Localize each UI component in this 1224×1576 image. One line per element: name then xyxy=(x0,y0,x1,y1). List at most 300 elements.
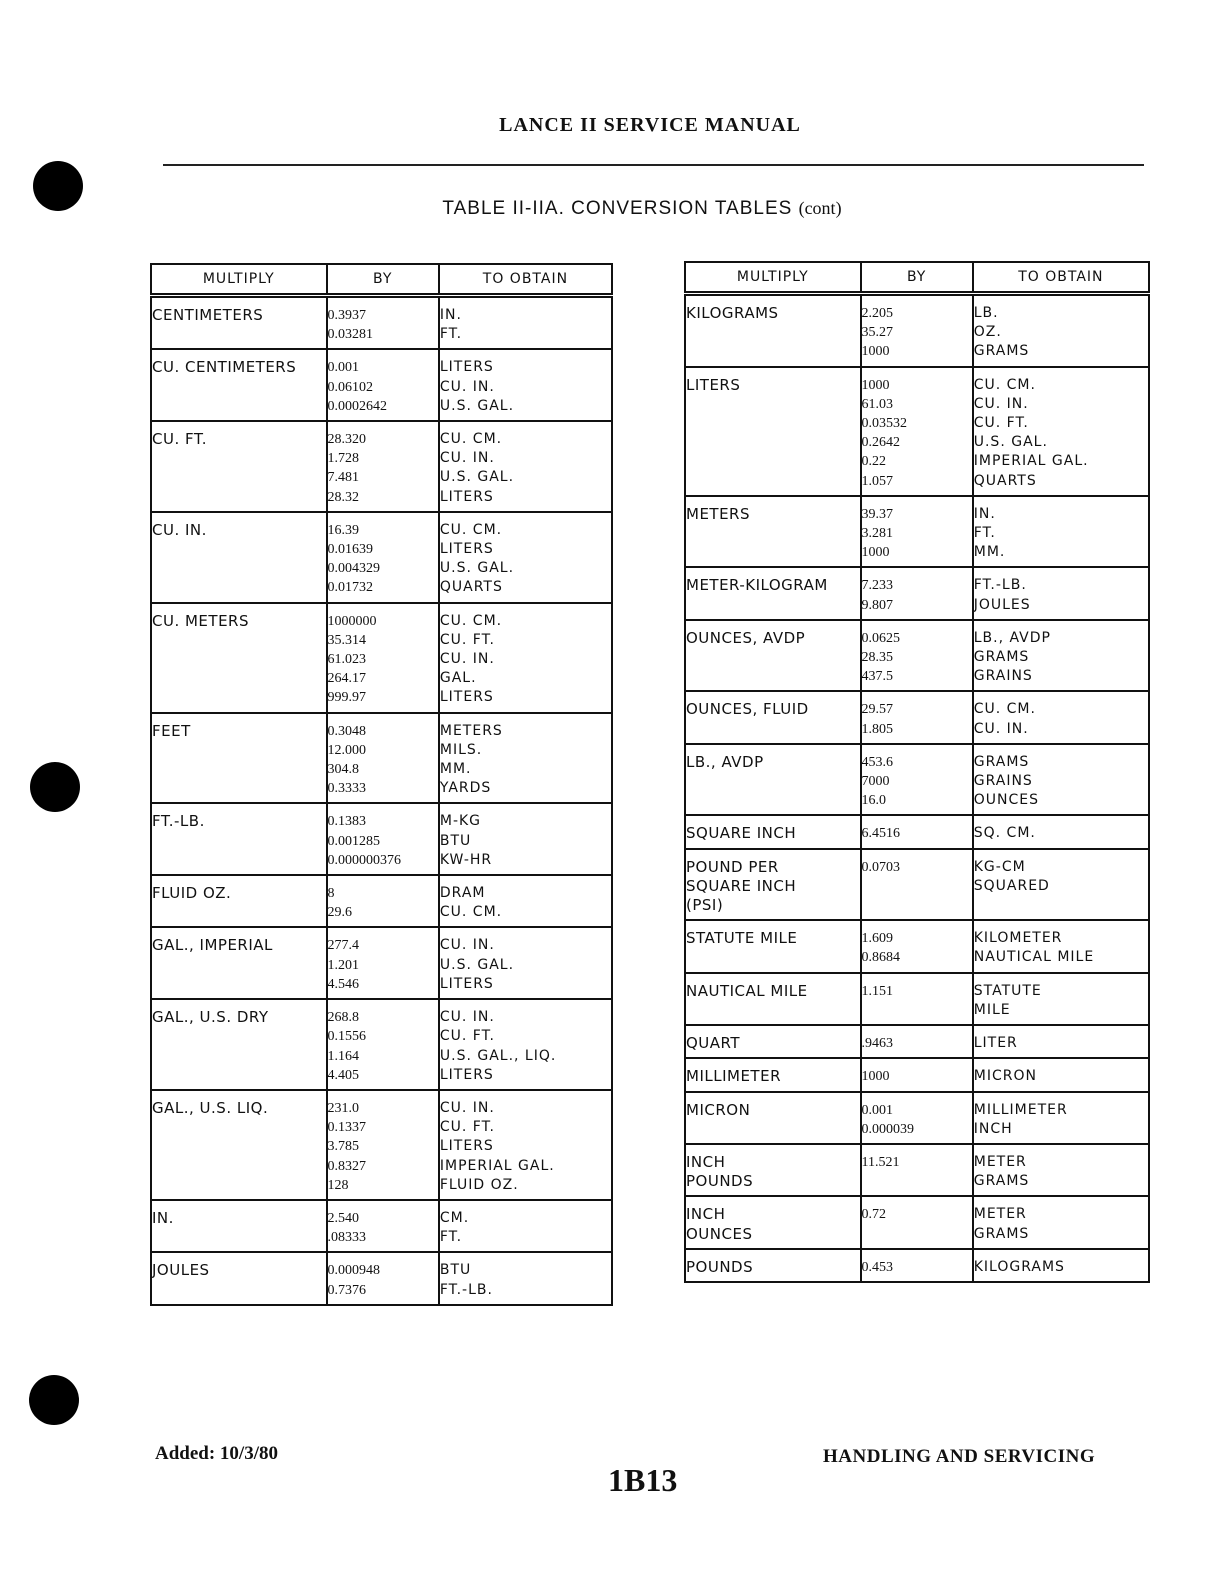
factor-text: 6.4516 xyxy=(861,826,901,842)
factor-cell xyxy=(861,849,973,921)
factor-text: 7.481 xyxy=(327,470,359,486)
factor-text: 0.01732 xyxy=(327,580,373,596)
obtain-text: LB. xyxy=(973,305,999,321)
multiply-cell xyxy=(151,603,327,713)
factor-text: 16.0 xyxy=(861,793,887,809)
obtain-text: DRAM xyxy=(439,885,486,902)
multiply-text: MICRON xyxy=(686,1100,751,1119)
table-row xyxy=(151,512,612,603)
multiply-cell xyxy=(151,1090,327,1200)
multiply-cell xyxy=(151,1252,327,1304)
obtain-text: METER xyxy=(973,1206,1027,1223)
multiply-text: MILLIMETER xyxy=(686,1067,781,1086)
factor-cell xyxy=(327,512,439,603)
factor-text: 1.057 xyxy=(861,473,894,489)
conversion-table-left xyxy=(150,263,613,1306)
table-title xyxy=(0,198,1224,220)
factor-cell xyxy=(327,1200,439,1252)
obtain-cell xyxy=(439,927,612,999)
factor-text: 0.03532 xyxy=(861,416,908,432)
obtain-cell xyxy=(973,973,1149,1025)
obtain-text: GAL. xyxy=(439,670,477,687)
factor-cell xyxy=(861,744,973,816)
multiply-text: METERS xyxy=(686,504,751,523)
factor-text: 12.000 xyxy=(327,742,366,758)
factor-cell xyxy=(861,1249,973,1282)
obtain-text: CU. FT. xyxy=(439,1119,495,1136)
factor-cell xyxy=(327,1252,439,1304)
factor-cell xyxy=(327,927,439,999)
factor-cell xyxy=(861,1058,973,1091)
obtain-text: LITERS xyxy=(439,689,494,706)
factor-text: 2.540 xyxy=(327,1210,359,1226)
obtain-text: CU. CM. xyxy=(439,521,503,538)
factor-text: 277.4 xyxy=(327,938,359,954)
obtain-text: QUARTS xyxy=(439,579,503,596)
factor-text: 0.1337 xyxy=(327,1120,366,1136)
multiply-cell xyxy=(685,920,861,972)
multiply-cell xyxy=(685,1249,861,1282)
obtain-text: GRAMS xyxy=(973,753,1030,770)
obtain-cell xyxy=(973,294,1149,367)
table-row xyxy=(685,1025,1149,1058)
multiply-text: GAL., IMPERIAL xyxy=(152,936,273,955)
table-row xyxy=(685,1058,1149,1091)
obtain-text: SQ. CM. xyxy=(973,825,1036,842)
factor-cell xyxy=(861,1025,973,1058)
obtain-text: STATUTE xyxy=(973,982,1042,999)
obtain-text: MM. xyxy=(439,761,472,778)
factor-text: 0.06102 xyxy=(327,379,373,395)
factor-cell xyxy=(327,421,439,512)
factor-text: 39.37 xyxy=(861,506,894,522)
obtain-text: FT. xyxy=(439,326,463,343)
factor-cell xyxy=(861,973,973,1025)
factor-text: 1.609 xyxy=(861,931,894,947)
table-row xyxy=(151,1200,612,1252)
obtain-text: METER xyxy=(973,1153,1027,1170)
table-row xyxy=(151,1252,612,1304)
obtain-text: CU. IN. xyxy=(439,450,495,467)
obtain-text: CU. CM. xyxy=(439,904,503,921)
obtain-text: GRAMS xyxy=(973,1225,1030,1242)
table-row xyxy=(151,927,612,999)
factor-text: 1000000 xyxy=(327,613,377,629)
obtain-text: CM. xyxy=(439,1209,470,1226)
table-row xyxy=(685,815,1149,848)
factor-text: 304.8 xyxy=(327,762,359,778)
obtain-text: METERS xyxy=(439,722,503,739)
factor-cell xyxy=(327,875,439,927)
multiply-text: STATUTE MILE xyxy=(686,929,798,948)
obtain-text: GRAINS xyxy=(973,773,1033,790)
table-row xyxy=(151,713,612,804)
table-row xyxy=(685,294,1149,367)
obtain-cell xyxy=(973,744,1149,816)
multiply-text: CU. METERS xyxy=(152,611,249,630)
obtain-text: LB., AVDP xyxy=(973,629,1051,646)
obtain-cell xyxy=(973,567,1149,619)
factor-text: 11.521 xyxy=(861,1154,900,1170)
multiply-cell xyxy=(685,1058,861,1091)
obtain-text: LITERS xyxy=(439,1138,494,1155)
obtain-text: KW-HR xyxy=(439,851,493,868)
obtain-text: OUNCES xyxy=(973,792,1039,809)
column-header-by: BY xyxy=(861,262,973,294)
obtain-text: MM. xyxy=(973,544,1006,561)
factor-text: 0.3048 xyxy=(327,723,366,739)
multiply-text: METER-KILOGRAM xyxy=(686,576,828,595)
factor-cell xyxy=(861,1196,973,1248)
factor-text: 0.000948 xyxy=(327,1263,380,1279)
factor-text: 1000 xyxy=(861,1069,890,1085)
obtain-cell xyxy=(973,815,1149,848)
obtain-cell xyxy=(439,1252,612,1304)
factor-text: 0.3937 xyxy=(327,308,366,323)
factor-text: 1.728 xyxy=(327,451,359,467)
multiply-text: POUND PER xyxy=(686,857,779,876)
factor-cell xyxy=(861,920,973,972)
obtain-text: FLUID OZ. xyxy=(439,1176,519,1193)
multiply-text: INCH xyxy=(686,1205,726,1224)
multiply-text: INCH xyxy=(686,1152,726,1171)
obtain-cell xyxy=(973,1144,1149,1196)
factor-text: 16.39 xyxy=(327,522,359,538)
factor-text: 1000 xyxy=(861,377,890,393)
factor-text: 8 xyxy=(327,886,335,902)
obtain-cell xyxy=(973,1249,1149,1282)
multiply-cell xyxy=(685,294,861,367)
obtain-cell xyxy=(973,1058,1149,1091)
obtain-text: U.S. GAL. xyxy=(439,560,515,577)
column-header-obtain: TO OBTAIN xyxy=(439,264,612,296)
table-title-suffix: (cont) xyxy=(798,198,842,218)
factor-text: 0.7376 xyxy=(327,1282,366,1298)
obtain-cell xyxy=(439,999,612,1090)
obtain-text: FT. xyxy=(973,525,996,542)
obtain-text: U.S. GAL., LIQ. xyxy=(439,1047,557,1064)
obtain-text: MILE xyxy=(973,1001,1011,1018)
table-row xyxy=(685,1196,1149,1248)
factor-text: 0.000039 xyxy=(861,1121,915,1137)
table-row xyxy=(151,1090,612,1200)
obtain-text: FT.-LB. xyxy=(439,1281,493,1298)
factor-cell xyxy=(861,567,973,619)
obtain-text: IMPERIAL GAL. xyxy=(439,1157,555,1174)
obtain-text: LITERS xyxy=(439,975,494,992)
obtain-text: MILS. xyxy=(439,741,483,758)
factor-text: 1.805 xyxy=(861,721,894,737)
table-header-row xyxy=(685,262,1149,294)
obtain-cell xyxy=(973,620,1149,692)
table-row xyxy=(151,803,612,875)
obtain-text: IN. xyxy=(973,505,996,522)
obtain-text: CU. FT. xyxy=(439,1028,495,1045)
multiply-cell xyxy=(151,349,327,421)
factor-text: 0.8684 xyxy=(861,950,901,966)
footer-section: HANDLING AND SERVICING xyxy=(823,1446,1096,1467)
factor-cell xyxy=(861,691,973,743)
obtain-text: IN. xyxy=(439,307,462,323)
multiply-cell xyxy=(685,1025,861,1058)
multiply-text: OUNCES xyxy=(686,1224,753,1243)
factor-text: .08333 xyxy=(327,1230,366,1246)
factor-text: 28.35 xyxy=(861,650,894,666)
obtain-text: GRAINS xyxy=(973,668,1033,685)
multiply-cell xyxy=(151,421,327,512)
multiply-text: POUNDS xyxy=(686,1257,754,1276)
obtain-text: FT. xyxy=(439,1229,463,1246)
factor-cell xyxy=(861,1144,973,1196)
binder-hole-middle xyxy=(30,762,80,812)
obtain-text: KILOMETER xyxy=(973,930,1063,947)
factor-cell xyxy=(327,1090,439,1200)
multiply-text: CENTIMETERS xyxy=(152,306,264,324)
factor-text: 1.151 xyxy=(861,983,894,999)
factor-text: 1000 xyxy=(861,545,890,561)
obtain-text: CU. IN. xyxy=(439,1009,495,1026)
factor-cell xyxy=(327,999,439,1090)
obtain-text: CU. CM. xyxy=(973,701,1036,718)
obtain-cell xyxy=(973,691,1149,743)
obtain-cell xyxy=(439,875,612,927)
factor-text: .9463 xyxy=(861,1036,894,1052)
table-row xyxy=(685,920,1149,972)
multiply-text: FEET xyxy=(152,721,191,740)
obtain-text: SQUARED xyxy=(973,877,1050,894)
table-row xyxy=(685,849,1149,921)
obtain-cell xyxy=(973,1196,1149,1248)
multiply-cell xyxy=(685,567,861,619)
factor-text: 0.0703 xyxy=(861,859,901,875)
factor-text: 0.03281 xyxy=(327,327,373,343)
factor-cell xyxy=(327,603,439,713)
factor-cell xyxy=(861,620,973,692)
multiply-text: LB., AVDP xyxy=(686,752,764,771)
multiply-cell xyxy=(685,691,861,743)
factor-text: 231.0 xyxy=(327,1100,359,1116)
factor-cell xyxy=(327,349,439,421)
factor-text: 3.281 xyxy=(861,526,894,542)
table-row xyxy=(685,567,1149,619)
obtain-text: LITERS xyxy=(439,541,494,558)
multiply-cell xyxy=(685,1144,861,1196)
multiply-cell xyxy=(685,620,861,692)
obtain-cell xyxy=(973,920,1149,972)
multiply-cell xyxy=(685,1092,861,1144)
obtain-text: CU. CM. xyxy=(973,376,1036,393)
multiply-cell xyxy=(685,367,861,496)
table-row xyxy=(151,296,612,350)
factor-text: 0.8327 xyxy=(327,1158,366,1174)
multiply-text: SQUARE INCH xyxy=(686,824,797,843)
obtain-text: QUARTS xyxy=(973,472,1037,489)
factor-text: 0.22 xyxy=(861,454,887,470)
obtain-text: U.S. GAL. xyxy=(439,397,515,414)
factor-text: 437.5 xyxy=(861,669,894,685)
factor-text: 0.0625 xyxy=(861,630,901,646)
obtain-cell xyxy=(439,1200,612,1252)
obtain-cell xyxy=(439,296,612,350)
factor-text: 61.023 xyxy=(327,652,366,668)
obtain-text: LITERS xyxy=(439,359,494,376)
conversion-table-right xyxy=(684,261,1150,1283)
multiply-text: NAUTICAL MILE xyxy=(686,981,808,1000)
obtain-text: CU. IN. xyxy=(973,395,1029,412)
multiply-cell xyxy=(151,1200,327,1252)
factor-text: 0.1383 xyxy=(327,814,366,830)
factor-cell xyxy=(861,294,973,367)
multiply-text: OUNCES, FLUID xyxy=(686,700,809,719)
multiply-cell xyxy=(151,927,327,999)
multiply-cell xyxy=(685,815,861,848)
multiply-text: FT.-LB. xyxy=(152,812,205,831)
multiply-cell xyxy=(151,875,327,927)
multiply-cell xyxy=(685,849,861,921)
binder-hole-bottom xyxy=(29,1375,79,1425)
factor-text: 0.0002642 xyxy=(327,398,387,414)
obtain-text: LITER xyxy=(973,1035,1018,1052)
column-header-multiply: MULTIPLY xyxy=(151,264,327,296)
factor-cell xyxy=(861,815,973,848)
factor-text: 1.201 xyxy=(327,957,359,973)
column-header-obtain: TO OBTAIN xyxy=(973,262,1149,294)
factor-cell xyxy=(861,496,973,568)
table-row xyxy=(685,620,1149,692)
factor-text: 0.2642 xyxy=(861,435,901,451)
obtain-text: U.S. GAL. xyxy=(973,434,1048,451)
table-row xyxy=(685,1249,1149,1282)
factor-text: 28.32 xyxy=(327,489,359,505)
obtain-text: CU. FT. xyxy=(973,415,1029,432)
factor-text: 3.785 xyxy=(327,1139,359,1155)
obtain-text: CU. IN. xyxy=(439,1099,495,1116)
factor-text: 35.314 xyxy=(327,632,366,648)
multiply-cell xyxy=(151,803,327,875)
obtain-cell xyxy=(973,1092,1149,1144)
factor-text: 128 xyxy=(327,1177,349,1193)
factor-text: 0.001 xyxy=(327,360,359,376)
table-row xyxy=(151,999,612,1090)
factor-text: 0.000000376 xyxy=(327,852,401,868)
table-row xyxy=(685,1144,1149,1196)
multiply-cell xyxy=(151,512,327,603)
multiply-cell xyxy=(151,999,327,1090)
header-rule xyxy=(163,164,1144,166)
obtain-text: JOULES xyxy=(973,596,1031,613)
footer-added-date: Added: 10/3/80 xyxy=(155,1443,278,1464)
column-header-multiply: MULTIPLY xyxy=(685,262,861,294)
table-title-main: TABLE II-IIA. CONVERSION TABLES xyxy=(442,198,793,219)
multiply-text: POUNDS xyxy=(686,1172,754,1191)
multiply-text: CU. IN. xyxy=(152,520,207,539)
multiply-text: QUART xyxy=(686,1034,741,1053)
factor-text: 0.001 xyxy=(861,1102,894,1118)
factor-cell xyxy=(327,296,439,350)
obtain-text: CU. CM. xyxy=(439,431,503,448)
column-header-by: BY xyxy=(327,264,439,296)
multiply-cell xyxy=(151,296,327,350)
multiply-text: CU. FT. xyxy=(152,430,208,449)
multiply-text: IN. xyxy=(152,1208,174,1227)
multiply-text: SQUARE INCH xyxy=(686,876,797,895)
obtain-cell xyxy=(973,496,1149,568)
factor-text: 453.6 xyxy=(861,754,894,770)
obtain-text: CU. IN. xyxy=(973,720,1029,737)
obtain-text: CU. IN. xyxy=(439,651,495,668)
obtain-text: GRAMS xyxy=(973,343,1030,360)
multiply-text: GAL., U.S. LIQ. xyxy=(152,1098,269,1117)
obtain-text: U.S. GAL. xyxy=(439,956,515,973)
obtain-text: GRAMS xyxy=(973,1173,1030,1190)
multiply-cell xyxy=(685,496,861,568)
obtain-cell xyxy=(973,1025,1149,1058)
multiply-cell xyxy=(685,973,861,1025)
factor-text: 0.004329 xyxy=(327,561,380,577)
obtain-text: CU. CM. xyxy=(439,612,503,629)
obtain-text: LITERS xyxy=(439,488,494,505)
table-row xyxy=(151,603,612,713)
obtain-text: YARDS xyxy=(439,780,492,797)
multiply-cell xyxy=(685,1196,861,1248)
table-row xyxy=(151,421,612,512)
factor-text: 1000 xyxy=(861,344,890,360)
obtain-text: MILLIMETER xyxy=(973,1101,1068,1118)
table-row xyxy=(685,496,1149,568)
obtain-cell xyxy=(439,512,612,603)
obtain-cell xyxy=(973,367,1149,496)
obtain-text: CU. IN. xyxy=(439,378,495,395)
factor-text: 2.205 xyxy=(861,306,894,321)
obtain-text: MICRON xyxy=(973,1068,1037,1085)
obtain-text: IMPERIAL GAL. xyxy=(973,453,1089,470)
factor-text: 29.57 xyxy=(861,702,894,718)
obtain-text: INCH xyxy=(973,1120,1013,1137)
obtain-text: CU. IN. xyxy=(439,937,495,954)
obtain-cell xyxy=(439,349,612,421)
obtain-cell xyxy=(439,603,612,713)
obtain-text: FT.-LB. xyxy=(973,577,1027,594)
obtain-text: KG-CM xyxy=(973,858,1026,875)
obtain-text: BTU xyxy=(439,1262,472,1279)
factor-text: 7000 xyxy=(861,774,890,790)
multiply-text: OUNCES, AVDP xyxy=(686,628,806,647)
factor-cell xyxy=(861,367,973,496)
obtain-text: GRAMS xyxy=(973,649,1030,666)
table-row xyxy=(685,744,1149,816)
obtain-cell xyxy=(439,803,612,875)
factor-text: 268.8 xyxy=(327,1010,359,1026)
obtain-cell xyxy=(439,713,612,804)
multiply-cell xyxy=(685,744,861,816)
factor-cell xyxy=(861,1092,973,1144)
obtain-cell xyxy=(439,421,612,512)
factor-text: 4.546 xyxy=(327,976,359,992)
factor-text: 9.807 xyxy=(861,597,894,613)
factor-text: 0.1556 xyxy=(327,1029,366,1045)
page-number: 1B13 xyxy=(608,1462,678,1498)
factor-text: 264.17 xyxy=(327,671,366,687)
obtain-text: OZ. xyxy=(973,324,1002,341)
multiply-text: FLUID OZ. xyxy=(152,884,232,903)
table-row xyxy=(151,875,612,927)
multiply-text: LITERS xyxy=(686,375,741,394)
obtain-text: CU. FT. xyxy=(439,631,495,648)
factor-text: 4.405 xyxy=(327,1067,359,1083)
multiply-cell xyxy=(151,713,327,804)
factor-text: 61.03 xyxy=(861,396,894,412)
factor-text: 0.72 xyxy=(861,1207,887,1223)
